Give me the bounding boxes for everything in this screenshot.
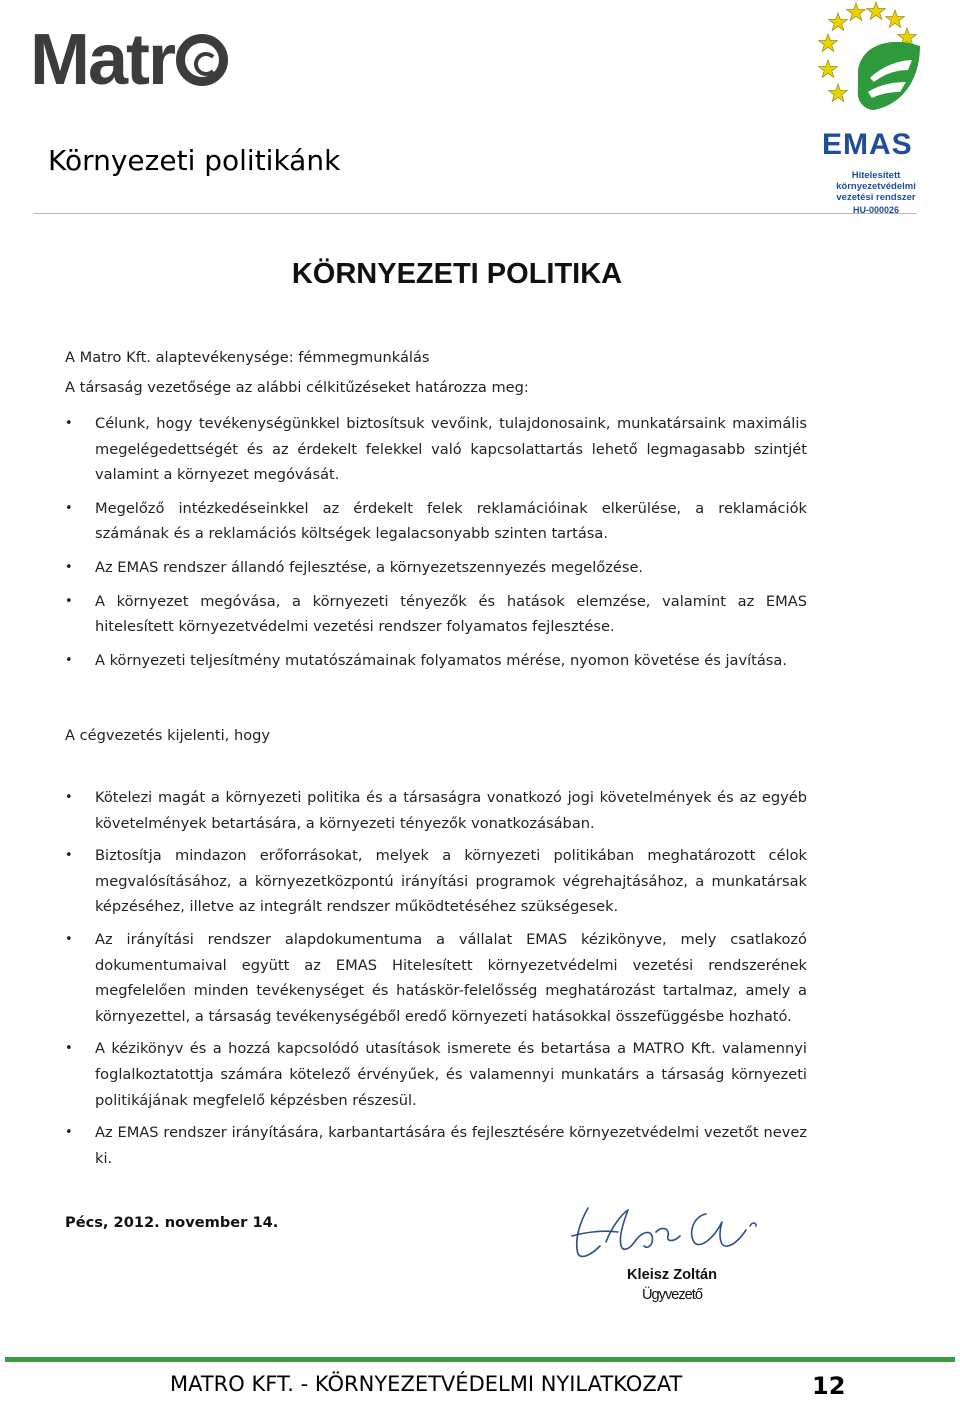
header-divider xyxy=(34,213,916,214)
star-icon xyxy=(819,34,838,52)
signer-role: Ügyvezető xyxy=(642,1287,702,1303)
list-item: • Az EMAS rendszer állandó fejlesztése, a környezetszennyezés megelőzése. xyxy=(65,555,807,581)
intro-line-goals: A társaság vezetősége az alábbi célkitűzéseket határozza meg: xyxy=(65,379,529,396)
emas-badge xyxy=(808,0,932,218)
page-title: Környezeti politikánk xyxy=(48,144,341,177)
emas-registration-number: HU-000026 xyxy=(852,205,900,215)
handwritten-signature xyxy=(566,1196,776,1262)
emas-wordmark: EMAS xyxy=(822,128,913,161)
goals-list xyxy=(65,411,807,681)
list-item: • Megelőző intézkedéseinkkel az érdekelt felek reklamációinak elkerülése, a reklamációk számának és a reklamációs költségek legalacsonyabb szinten tartása. xyxy=(65,496,807,547)
star-icon xyxy=(867,2,886,20)
footer-title: MATRO KFT. - KÖRNYEZETVÉDELMI NYILATKOZAT xyxy=(170,1372,683,1396)
list-item: • A környezeti teljesítmény mutatószámainak folyamatos mérése, nyomon követése és javítása. xyxy=(65,648,807,674)
emas-stars-leaf-icon xyxy=(808,0,932,130)
list-item: • Az irányítási rendszer alapdokumentuma a vállalat EMAS kézikönyve, mely csatlakozó dokumentumaival együtt az EMAS Hitelesített környezetvédelmi vezetési rendszerének megfelelően minden tevékenységet és hatáskör-felelősség meghatározást tartalmaz, amely a környezettel, a társaság tevékenységéből eredő környezeti hatásokkal összefüggésbe hozható. xyxy=(65,927,807,1029)
declarations-list xyxy=(65,785,807,1178)
declaration-intro: A cégvezetés kijelenti, hogy xyxy=(65,727,271,744)
star-icon xyxy=(886,10,905,28)
list-item: • Az EMAS rendszer irányítására, karbantartására és fejlesztésére környezetvédelmi vezetőt nevez ki. xyxy=(65,1120,807,1171)
footer-divider xyxy=(5,1357,955,1362)
document-date: Pécs, 2012. november 14. xyxy=(65,1214,279,1231)
document-heading: KÖRNYEZETI POLITIKA xyxy=(291,258,623,290)
emas-caption: Hitelesített környezetvédelmi vezetési rendszer xyxy=(836,170,916,203)
star-icon xyxy=(819,60,838,78)
intro-line-activity: A Matro Kft. alaptevékenysége: fémmegmunkálás xyxy=(65,349,430,366)
list-item: • Kötelezi magát a környezeti politika és a társaságra vonatkozó jogi követelmények és az egyéb követelmények betartására, a környezeti tényezők vonatkozásában. xyxy=(65,785,807,836)
logo-wordmark: Matr xyxy=(30,20,175,100)
star-icon xyxy=(829,13,848,31)
list-item: • Célunk, hogy tevékenységünkkel biztosítsuk vevőink, tulajdonosaink, munkatársaink maximális megelégedettségét és az érdekelt felekkel való kapcsolattartás lehető legmagasabb szintjét valamint a környezet megóvását. xyxy=(65,411,807,488)
signer-name: Kleisz Zoltán xyxy=(626,1267,717,1283)
list-item: • A környezet megóvása, a környezeti tényezők és hatások elemzése, valamint az EMAS hitelesített környezetvédelmi vezetési rendszer folyamatos fejlesztése. xyxy=(65,589,807,640)
list-item: • A kézikönyv és a hozzá kapcsolódó utasítások ismerete és betartása a MATRO Kft. valamennyi foglalkoztatottja számára kötelező érvényűek, és valamennyi munkatárs a társaság környezeti politikájának megfelelő képzésben részesül. xyxy=(65,1036,807,1113)
list-item: • Biztosítja mindazon erőforrásokat, melyek a környezeti politikában meghatározott célok megvalósításához, a környezetközpontú irányítási programok végrehajtásához, a munkatársak képzéséhez, illetve az integrált rendszer működtetéséhez szükségesek. xyxy=(65,843,807,920)
matro-logo xyxy=(30,20,260,100)
star-icon xyxy=(829,84,848,102)
logo-o-ring-icon xyxy=(176,34,228,86)
page-number: 12 xyxy=(812,1372,846,1400)
star-icon xyxy=(847,3,866,21)
